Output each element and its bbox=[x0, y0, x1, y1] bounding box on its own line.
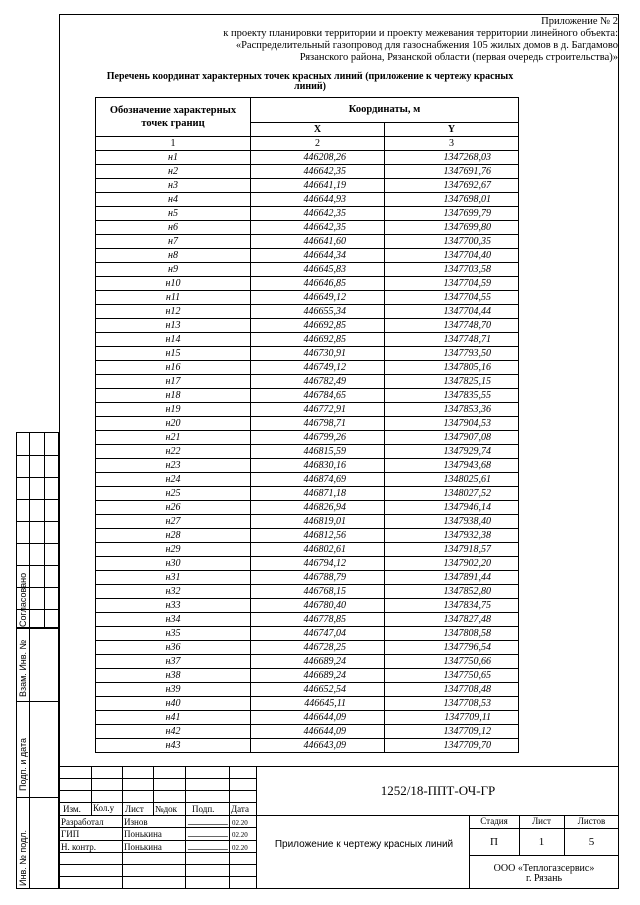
x-coordinate: 446645,11 bbox=[251, 697, 385, 711]
x-coordinate: 446652,54 bbox=[251, 683, 385, 697]
point-name: н16 bbox=[96, 361, 251, 375]
y-coordinate: 1347709,11 bbox=[385, 711, 519, 725]
x-coordinate: 446747,04 bbox=[251, 627, 385, 641]
point-name: н37 bbox=[96, 655, 251, 669]
role-date: 02.20 bbox=[232, 844, 248, 852]
col-label-sheet: Лист bbox=[125, 804, 144, 814]
table-row bbox=[96, 725, 519, 739]
x-coordinate: 446812,56 bbox=[251, 529, 385, 543]
organization-city: г. Рязань bbox=[525, 873, 563, 884]
table-row bbox=[96, 585, 519, 599]
point-name: н13 bbox=[96, 319, 251, 333]
x-coordinate: 446728,25 bbox=[251, 641, 385, 655]
table-row bbox=[96, 641, 519, 655]
table-row bbox=[96, 445, 519, 459]
y-coordinate: 1347692,67 bbox=[385, 179, 519, 193]
point-name: н32 bbox=[96, 585, 251, 599]
y-coordinate: 1347904,53 bbox=[385, 417, 519, 431]
table-row bbox=[96, 263, 519, 277]
y-coordinate: 1347946,14 bbox=[385, 501, 519, 515]
sheets-value: 5 bbox=[588, 836, 595, 848]
x-coordinate: 446794,12 bbox=[251, 557, 385, 571]
point-name: н7 bbox=[96, 235, 251, 249]
role-name: Понькина bbox=[124, 829, 162, 839]
y-coordinate: 1347704,44 bbox=[385, 305, 519, 319]
x-coordinate: 446830,16 bbox=[251, 459, 385, 473]
y-coordinate: 1347748,70 bbox=[385, 319, 519, 333]
x-coordinate: 446644,93 bbox=[251, 193, 385, 207]
y-coordinate: 1347748,71 bbox=[385, 333, 519, 347]
header-line: «Распределительный газопровод для газоснабжения 105 жилых домов в д. Багдамово bbox=[235, 40, 618, 51]
x-coordinate: 446208,26 bbox=[251, 151, 385, 165]
table-row bbox=[96, 431, 519, 445]
x-coordinate: 446780,40 bbox=[251, 599, 385, 613]
x-coordinate: 446772,91 bbox=[251, 403, 385, 417]
role-label: Разработал bbox=[61, 817, 104, 827]
x-coordinate: 446788,79 bbox=[251, 571, 385, 585]
appendix-number: Приложение № 2 bbox=[541, 16, 618, 27]
title-line: линий) bbox=[294, 81, 326, 92]
role-date: 02.20 bbox=[232, 819, 248, 827]
organization-name: ООО «Теплогазсервис» bbox=[493, 863, 595, 874]
point-name: н24 bbox=[96, 473, 251, 487]
table-row bbox=[96, 165, 519, 179]
y-coordinate: 1347691,76 bbox=[385, 165, 519, 179]
point-name: н14 bbox=[96, 333, 251, 347]
y-coordinate: 1348025,61 bbox=[385, 473, 519, 487]
table-row bbox=[96, 529, 519, 543]
point-name: н8 bbox=[96, 249, 251, 263]
col-label-sign: Подп. bbox=[192, 804, 215, 814]
point-name: н41 bbox=[96, 711, 251, 725]
point-name: н21 bbox=[96, 431, 251, 445]
table-row bbox=[96, 711, 519, 725]
x-coordinate: 446768,15 bbox=[251, 585, 385, 599]
point-name: н43 bbox=[96, 739, 251, 753]
table-row bbox=[96, 557, 519, 571]
y-coordinate: 1347750,66 bbox=[385, 655, 519, 669]
y-coordinate: 1347907,08 bbox=[385, 431, 519, 445]
role-name: Изнов bbox=[124, 817, 148, 827]
header-line: Рязанского района, Рязанской области (первая очередь строительства)» bbox=[299, 52, 618, 63]
table-row bbox=[96, 487, 519, 501]
coordinates-table bbox=[95, 97, 519, 753]
title-block bbox=[59, 766, 619, 889]
agreed-label: Согласовано bbox=[18, 572, 28, 627]
point-name: н18 bbox=[96, 389, 251, 403]
x-coordinate: 446642,35 bbox=[251, 221, 385, 235]
sign-date-label: Подп. и дата bbox=[18, 737, 28, 791]
x-coordinate: 446689,24 bbox=[251, 655, 385, 669]
point-name: н9 bbox=[96, 263, 251, 277]
y-coordinate: 1347834,75 bbox=[385, 599, 519, 613]
col-label-doc: №док bbox=[155, 804, 178, 814]
x-coordinate: 446642,35 bbox=[251, 207, 385, 221]
replaces-inv-label: Взам. Инв. № bbox=[18, 639, 28, 697]
sheet-label: Лист bbox=[532, 816, 551, 826]
y-coordinate: 1347750,65 bbox=[385, 669, 519, 683]
point-name: н25 bbox=[96, 487, 251, 501]
point-name: н15 bbox=[96, 347, 251, 361]
signature bbox=[188, 830, 231, 837]
point-name: н29 bbox=[96, 543, 251, 557]
point-name: н12 bbox=[96, 305, 251, 319]
coordinates-header: Координаты, м bbox=[251, 98, 519, 123]
x-coordinate: 446641,60 bbox=[251, 235, 385, 249]
x-coordinate: 446802,61 bbox=[251, 543, 385, 557]
table-row bbox=[96, 515, 519, 529]
col-label-change: Изм. bbox=[63, 804, 81, 814]
point-name: н11 bbox=[96, 291, 251, 305]
y-coordinate: 1347932,38 bbox=[385, 529, 519, 543]
col-label-qty: Кол.у bbox=[93, 803, 115, 813]
table-row bbox=[96, 655, 519, 669]
x-coordinate: 446799,26 bbox=[251, 431, 385, 445]
table-row bbox=[96, 543, 519, 557]
point-name: н23 bbox=[96, 459, 251, 473]
point-name: н38 bbox=[96, 669, 251, 683]
y-coordinate: 1347700,35 bbox=[385, 235, 519, 249]
y-coordinate: 1347709,12 bbox=[385, 725, 519, 739]
y-coordinate: 1347796,54 bbox=[385, 641, 519, 655]
y-coordinate: 1347709,70 bbox=[385, 739, 519, 753]
point-name: н36 bbox=[96, 641, 251, 655]
table-row bbox=[96, 235, 519, 249]
sheet-title: Приложение к чертежу красных линий bbox=[274, 839, 454, 850]
table-row bbox=[96, 221, 519, 235]
table-row bbox=[96, 277, 519, 291]
table-row bbox=[96, 417, 519, 431]
x-coordinate: 446692,85 bbox=[251, 333, 385, 347]
y-coordinate: 1347835,55 bbox=[385, 389, 519, 403]
point-name: н4 bbox=[96, 193, 251, 207]
point-name: н17 bbox=[96, 375, 251, 389]
y-coordinate: 1347268,03 bbox=[385, 151, 519, 165]
y-coordinate: 1347704,59 bbox=[385, 277, 519, 291]
x-coordinate: 446874,69 bbox=[251, 473, 385, 487]
title-line: Перечень координат характерных точек красных линий (приложение к чертежу красных bbox=[106, 71, 514, 82]
col-label-date: Дата bbox=[231, 804, 249, 814]
stage-label: Стадия bbox=[480, 816, 508, 826]
points-column-header: Обозначение характерных точек границ bbox=[96, 98, 251, 137]
signature bbox=[188, 843, 231, 850]
x-coordinate: 446649,12 bbox=[251, 291, 385, 305]
table-row bbox=[96, 473, 519, 487]
table-row bbox=[96, 613, 519, 627]
point-name: н30 bbox=[96, 557, 251, 571]
column-number: 1 bbox=[96, 137, 251, 151]
y-coordinate: 1347902,20 bbox=[385, 557, 519, 571]
role-name: Понькина bbox=[124, 842, 162, 852]
y-coordinate: 1347827,48 bbox=[385, 613, 519, 627]
point-name: н5 bbox=[96, 207, 251, 221]
y-coordinate: 1347918,57 bbox=[385, 543, 519, 557]
table-row bbox=[96, 249, 519, 263]
document-title bbox=[95, 72, 525, 92]
table-row bbox=[96, 193, 519, 207]
table-row bbox=[96, 683, 519, 697]
x-coordinate: 446798,71 bbox=[251, 417, 385, 431]
y-coordinate: 1347698,01 bbox=[385, 193, 519, 207]
point-name: н39 bbox=[96, 683, 251, 697]
y-coordinate: 1347704,40 bbox=[385, 249, 519, 263]
doc-code: 1252/18-ППТ-ОЧ-ГР bbox=[380, 783, 496, 798]
table-row bbox=[96, 501, 519, 515]
y-coordinate: 1347929,74 bbox=[385, 445, 519, 459]
signature bbox=[188, 818, 231, 825]
x-coordinate: 446692,85 bbox=[251, 319, 385, 333]
point-name: н34 bbox=[96, 613, 251, 627]
point-name: н2 bbox=[96, 165, 251, 179]
y-coordinate: 1347852,80 bbox=[385, 585, 519, 599]
table-row bbox=[96, 571, 519, 585]
table-row bbox=[96, 347, 519, 361]
table-row bbox=[96, 459, 519, 473]
table-row bbox=[96, 739, 519, 753]
x-coordinate: 446643,09 bbox=[251, 739, 385, 753]
role-date: 02.20 bbox=[232, 831, 248, 839]
x-coordinate: 446655,34 bbox=[251, 305, 385, 319]
x-coordinate: 446642,35 bbox=[251, 165, 385, 179]
x-header: X bbox=[251, 123, 385, 137]
y-coordinate: 1347808,58 bbox=[385, 627, 519, 641]
column-number: 2 bbox=[251, 137, 385, 151]
point-name: н10 bbox=[96, 277, 251, 291]
x-coordinate: 446778,85 bbox=[251, 613, 385, 627]
inv-orig-label: Инв. № подл. bbox=[18, 829, 28, 886]
point-name: н26 bbox=[96, 501, 251, 515]
x-coordinate: 446749,12 bbox=[251, 361, 385, 375]
point-name: н31 bbox=[96, 571, 251, 585]
point-name: н28 bbox=[96, 529, 251, 543]
column-number-row bbox=[96, 137, 519, 151]
table-row bbox=[96, 669, 519, 683]
y-coordinate: 1347699,79 bbox=[385, 207, 519, 221]
table-row bbox=[96, 599, 519, 613]
table-row bbox=[96, 151, 519, 165]
table-row bbox=[96, 179, 519, 193]
table-row bbox=[96, 627, 519, 641]
table-row bbox=[96, 319, 519, 333]
sheet-value: 1 bbox=[538, 836, 545, 848]
y-coordinate: 1347891,44 bbox=[385, 571, 519, 585]
y-coordinate: 1347805,16 bbox=[385, 361, 519, 375]
point-name: н19 bbox=[96, 403, 251, 417]
x-coordinate: 446819,01 bbox=[251, 515, 385, 529]
y-coordinate: 1347708,53 bbox=[385, 697, 519, 711]
table-row bbox=[96, 375, 519, 389]
stage-value: П bbox=[490, 836, 498, 848]
table-row bbox=[96, 697, 519, 711]
x-coordinate: 446644,34 bbox=[251, 249, 385, 263]
y-coordinate: 1348027,52 bbox=[385, 487, 519, 501]
table-row bbox=[96, 333, 519, 347]
point-name: н22 bbox=[96, 445, 251, 459]
table-row bbox=[96, 291, 519, 305]
point-name: н40 bbox=[96, 697, 251, 711]
point-name: н42 bbox=[96, 725, 251, 739]
x-coordinate: 446646,85 bbox=[251, 277, 385, 291]
agreement-strip bbox=[16, 432, 59, 628]
table-row bbox=[96, 305, 519, 319]
x-coordinate: 446784,65 bbox=[251, 389, 385, 403]
table-row bbox=[96, 403, 519, 417]
x-coordinate: 446644,09 bbox=[251, 725, 385, 739]
point-name: н35 bbox=[96, 627, 251, 641]
header-line: к проекту планировки территории и проекту межевания территории линейного объекта: bbox=[223, 28, 618, 39]
role-label: Н. контр. bbox=[61, 842, 97, 852]
y-coordinate: 1347825,15 bbox=[385, 375, 519, 389]
y-coordinate: 1347703,58 bbox=[385, 263, 519, 277]
signature-strip bbox=[16, 628, 59, 889]
point-name: н20 bbox=[96, 417, 251, 431]
x-coordinate: 446644,09 bbox=[251, 711, 385, 725]
y-coordinate: 1347853,36 bbox=[385, 403, 519, 417]
y-header: Y bbox=[385, 123, 519, 137]
table-row bbox=[96, 389, 519, 403]
y-coordinate: 1347943,68 bbox=[385, 459, 519, 473]
x-coordinate: 446645,83 bbox=[251, 263, 385, 277]
role-label: ГИП bbox=[61, 829, 80, 839]
table-header-row bbox=[96, 98, 519, 123]
y-coordinate: 1347793,50 bbox=[385, 347, 519, 361]
y-coordinate: 1347938,40 bbox=[385, 515, 519, 529]
point-name: н1 bbox=[96, 151, 251, 165]
point-name: н3 bbox=[96, 179, 251, 193]
table-row bbox=[96, 361, 519, 375]
table-row bbox=[96, 207, 519, 221]
x-coordinate: 446641,19 bbox=[251, 179, 385, 193]
y-coordinate: 1347708,48 bbox=[385, 683, 519, 697]
point-name: н33 bbox=[96, 599, 251, 613]
sheets-label: Листов bbox=[577, 816, 606, 826]
point-name: н27 bbox=[96, 515, 251, 529]
x-coordinate: 446815,59 bbox=[251, 445, 385, 459]
column-number: 3 bbox=[385, 137, 519, 151]
x-coordinate: 446826,94 bbox=[251, 501, 385, 515]
point-name: н6 bbox=[96, 221, 251, 235]
x-coordinate: 446689,24 bbox=[251, 669, 385, 683]
y-coordinate: 1347704,55 bbox=[385, 291, 519, 305]
x-coordinate: 446782,49 bbox=[251, 375, 385, 389]
y-coordinate: 1347699,80 bbox=[385, 221, 519, 235]
x-coordinate: 446730,91 bbox=[251, 347, 385, 361]
x-coordinate: 446871,18 bbox=[251, 487, 385, 501]
